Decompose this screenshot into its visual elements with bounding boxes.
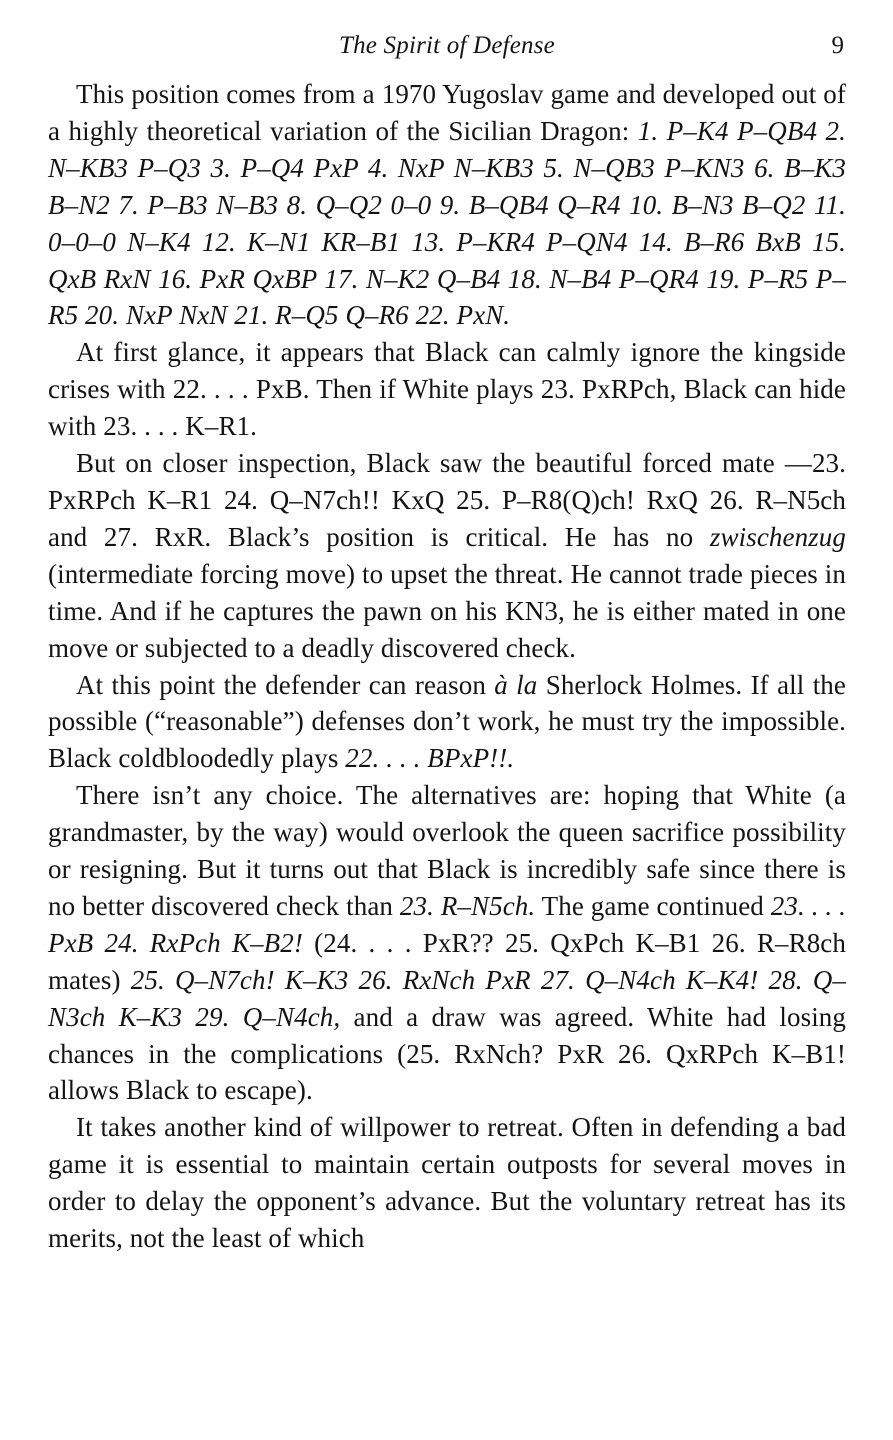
move-rn5ch: 23. R–N5ch. [399,890,536,921]
paragraph-text: This position comes from a 1970 Yugoslav game and developed out of a highly theoretical variation of the Sicilian Dragon: [48,79,846,146]
page-number: 9 [831,32,844,59]
paragraph-sherlock-holmes [48,667,846,778]
paragraph-text: (intermediate forcing move) to upset the threat. He cannot trade pieces in time. And if he captures the pawn on his KN3, he is either mated in one move or subjected to a deadly discovered check. [48,558,846,663]
paragraph-first-glance [48,334,846,445]
paragraph-no-choice [48,777,846,1109]
phrase-a-la: à la [494,669,538,700]
paragraph-text: There isn’t any choice. The alternatives are: hoping that White (a grandmaster, by the way) would overlook the queen sacrifice possibility or resigning. But it turns out that Black is incredibly safe since there is no better discovered check than [48,780,846,921]
paragraph-closer-inspection [48,445,846,666]
paragraph-text: Sherlock Holmes. If all the possible (“reasonable”) defenses don’t work, he must try the impossible. Black coldbloodedly plays [48,669,846,774]
paragraph-text: and a draw was agreed. White had losing chances in the complications (25. RxNch? PxR 26. QxRPch K–B1! allows Black to escape). [48,1001,846,1106]
body-text [48,76,846,1257]
paragraph-text: At this point the defender can reason [76,669,495,700]
paragraph-text: (24. . . . PxR?? 25. QxPch K–B1 26. R–R8ch mates) [48,927,846,995]
paragraph-text: At first glance, it appears that Black can calmly ignore the kingside crises with 22. . . . PxB. Then if White plays 23. PxRPch, Black can hide with 23. . . . K–R1. [48,337,846,442]
paragraph-retreat [48,1109,846,1257]
paragraph-sicilian-dragon [48,76,846,334]
book-page [48,28,846,1257]
move-sequence: 1. P–K4 P–QB4 2. N–KB3 P–Q3 3. P–Q4 PxP 4. NxP N–KB3 5. N–QB3 P–KN3 6. B–K3 B–N2 7. P–B3 N–B3 8. Q–Q2 0–0 9. B–QB4 Q–R4 10. B–N3 B–Q2 11. 0–0–0 N–K4 12. K–N1 KR–B1 13. P–KR4 P–QN4 14. B–R6 BxB 15. QxB RxN 16. PxR QxBP 17. N–K2 Q–B4 18. N–B4 P–QR4 19. P–R5 P–R5 20. NxP NxN 21. R–Q5 Q–R6 22. PxN. [48,115,846,331]
move-continuation-2: 25. Q–N7ch! K–K3 26. RxNch PxR 27. Q–N4ch K–K4! 28. Q–N3ch K–K3 29. Q–N4ch, [48,964,846,1032]
running-title: The Spirit of Defense [339,32,555,59]
paragraph-text: It takes another kind of willpower to retreat. Often in defending a bad game it is essential to maintain certain outposts for several moves in order to delay the opponent’s advance. But the voluntary retreat has its merits, not the least of which [48,1112,846,1254]
paragraph-text: The game continued [535,890,771,921]
move-bpxp: 22. . . . BPxP!!. [345,743,515,774]
paragraph-text: But on closer inspection, Black saw the beautiful forced mate —23. PxRPch K–R1 24. Q–N7ch!! KxQ 25. P–R8(Q)ch! RxQ 26. R–N5ch and 27. RxR. Black’s position is critical. He has no [48,448,846,552]
move-continuation: 23. . . . PxB 24. RxPch K–B2! [48,890,846,958]
running-head [48,28,846,72]
term-zwischenzug: zwischenzug [709,521,846,552]
